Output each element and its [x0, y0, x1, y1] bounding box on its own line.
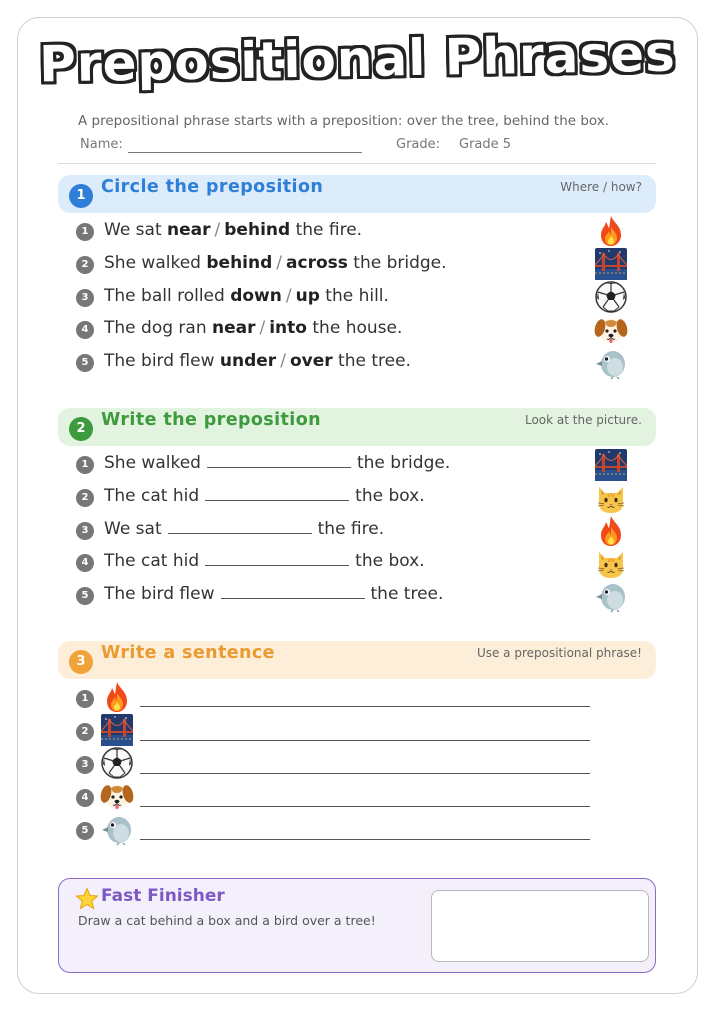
- choice-a[interactable]: under: [219, 351, 277, 371]
- section-title: Circle the preposition: [101, 177, 324, 197]
- star-icon: [75, 887, 99, 911]
- item-sentence: The cat hid the box.: [104, 486, 425, 506]
- item-number: 4: [76, 321, 94, 339]
- choice-a[interactable]: behind: [206, 253, 273, 273]
- drawing-area[interactable]: [431, 890, 649, 962]
- item-number: 4: [76, 789, 94, 807]
- bridge-icon: [100, 713, 134, 747]
- answer-blank[interactable]: [205, 487, 349, 501]
- item-number: 2: [76, 489, 94, 507]
- item-number: 1: [76, 456, 94, 474]
- circle-item: [76, 317, 636, 343]
- writing-line[interactable]: [140, 773, 590, 774]
- soccer-ball-icon: [594, 280, 628, 314]
- item-number: 2: [76, 256, 94, 274]
- item-number: 3: [76, 289, 94, 307]
- item-number: 1: [76, 223, 94, 241]
- circle-item: [76, 350, 636, 376]
- fast-finisher-text: Draw a cat behind a box and a bird over a tree!: [78, 913, 376, 928]
- section-number: 2: [69, 417, 93, 441]
- item-number: 3: [76, 756, 94, 774]
- section-title: Write the preposition: [101, 410, 321, 430]
- bird-icon: [100, 812, 134, 846]
- sentence-item: [76, 719, 636, 745]
- choice-b[interactable]: into: [269, 318, 307, 338]
- item-number: 3: [76, 522, 94, 540]
- choice-a[interactable]: near: [212, 318, 256, 338]
- sentence-item: [76, 818, 636, 844]
- item-number: 5: [76, 354, 94, 372]
- fill-item: [76, 550, 636, 576]
- section-hint: Use a prepositional phrase!: [476, 646, 642, 660]
- choice-b[interactable]: over: [289, 351, 333, 371]
- answer-blank[interactable]: [205, 552, 349, 566]
- dog-icon: [100, 779, 134, 813]
- cat-icon: [594, 481, 628, 515]
- sentence-item: [76, 752, 636, 778]
- soccer-ball-icon: [100, 746, 134, 780]
- grade-label: Grade:: [396, 137, 441, 152]
- grade-value: Grade 5: [459, 137, 512, 152]
- fast-finisher-title: Fast Finisher: [101, 886, 225, 906]
- bird-icon: [594, 346, 628, 380]
- choice-b[interactable]: up: [295, 286, 320, 306]
- writing-line[interactable]: [140, 706, 590, 707]
- circle-item: [76, 252, 636, 278]
- item-number: 1: [76, 690, 94, 708]
- section-number: 3: [69, 650, 93, 674]
- writing-line[interactable]: [140, 839, 590, 840]
- item-sentence: She walked the bridge.: [104, 453, 451, 473]
- item-number: 4: [76, 554, 94, 572]
- item-sentence: We sat near / behind the fire.: [104, 220, 363, 240]
- name-field-line[interactable]: [128, 152, 362, 153]
- item-number: 5: [76, 822, 94, 840]
- item-number: 5: [76, 587, 94, 605]
- section-3-header: [58, 641, 656, 679]
- item-sentence: The bird flew the tree.: [104, 584, 444, 604]
- item-sentence: The cat hid the box.: [104, 551, 425, 571]
- fill-item: [76, 518, 636, 544]
- fire-icon: [100, 680, 134, 714]
- section-1-header: [58, 175, 656, 213]
- fill-item: [76, 583, 636, 609]
- section-title: Write a sentence: [101, 643, 275, 663]
- fill-item: [76, 452, 636, 478]
- item-sentence: The bird flew under / over the tree.: [104, 351, 411, 371]
- page-title: Prepositional Phrases: [38, 24, 677, 94]
- circle-item: [76, 285, 636, 311]
- intro-text: A prepositional phrase starts with a preposition: over the tree, behind the box.: [78, 113, 610, 129]
- item-sentence: She walked behind / across the bridge.: [104, 253, 447, 273]
- fast-finisher-box: [58, 878, 656, 973]
- section-hint: Look at the picture.: [524, 413, 642, 427]
- bird-icon: [594, 579, 628, 613]
- cat-icon: [594, 546, 628, 580]
- name-label: Name:: [80, 137, 123, 152]
- item-sentence: The dog ran near / into the house.: [104, 318, 403, 338]
- answer-blank[interactable]: [221, 585, 365, 599]
- answer-blank[interactable]: [207, 454, 351, 468]
- fire-icon: [594, 214, 628, 248]
- section-2-header: [58, 408, 656, 446]
- bridge-icon: [594, 448, 628, 482]
- circle-item: [76, 219, 636, 245]
- choice-b[interactable]: behind: [224, 220, 291, 240]
- dog-icon: [594, 313, 628, 347]
- fire-icon: [594, 514, 628, 548]
- choice-b[interactable]: across: [286, 253, 348, 273]
- item-number: 2: [76, 723, 94, 741]
- sentence-item: [76, 785, 636, 811]
- answer-blank[interactable]: [168, 520, 312, 534]
- bridge-icon: [594, 247, 628, 281]
- item-sentence: We sat the fire.: [104, 519, 385, 539]
- writing-line[interactable]: [140, 740, 590, 741]
- section-number: 1: [69, 184, 93, 208]
- header-divider: [58, 163, 656, 164]
- choice-a[interactable]: down: [230, 286, 282, 306]
- writing-line[interactable]: [140, 806, 590, 807]
- item-sentence: The ball rolled down / up the hill.: [104, 286, 389, 306]
- sentence-item: [76, 686, 636, 712]
- section-hint: Where / how?: [560, 180, 642, 194]
- fill-item: [76, 485, 636, 511]
- choice-a[interactable]: near: [167, 220, 211, 240]
